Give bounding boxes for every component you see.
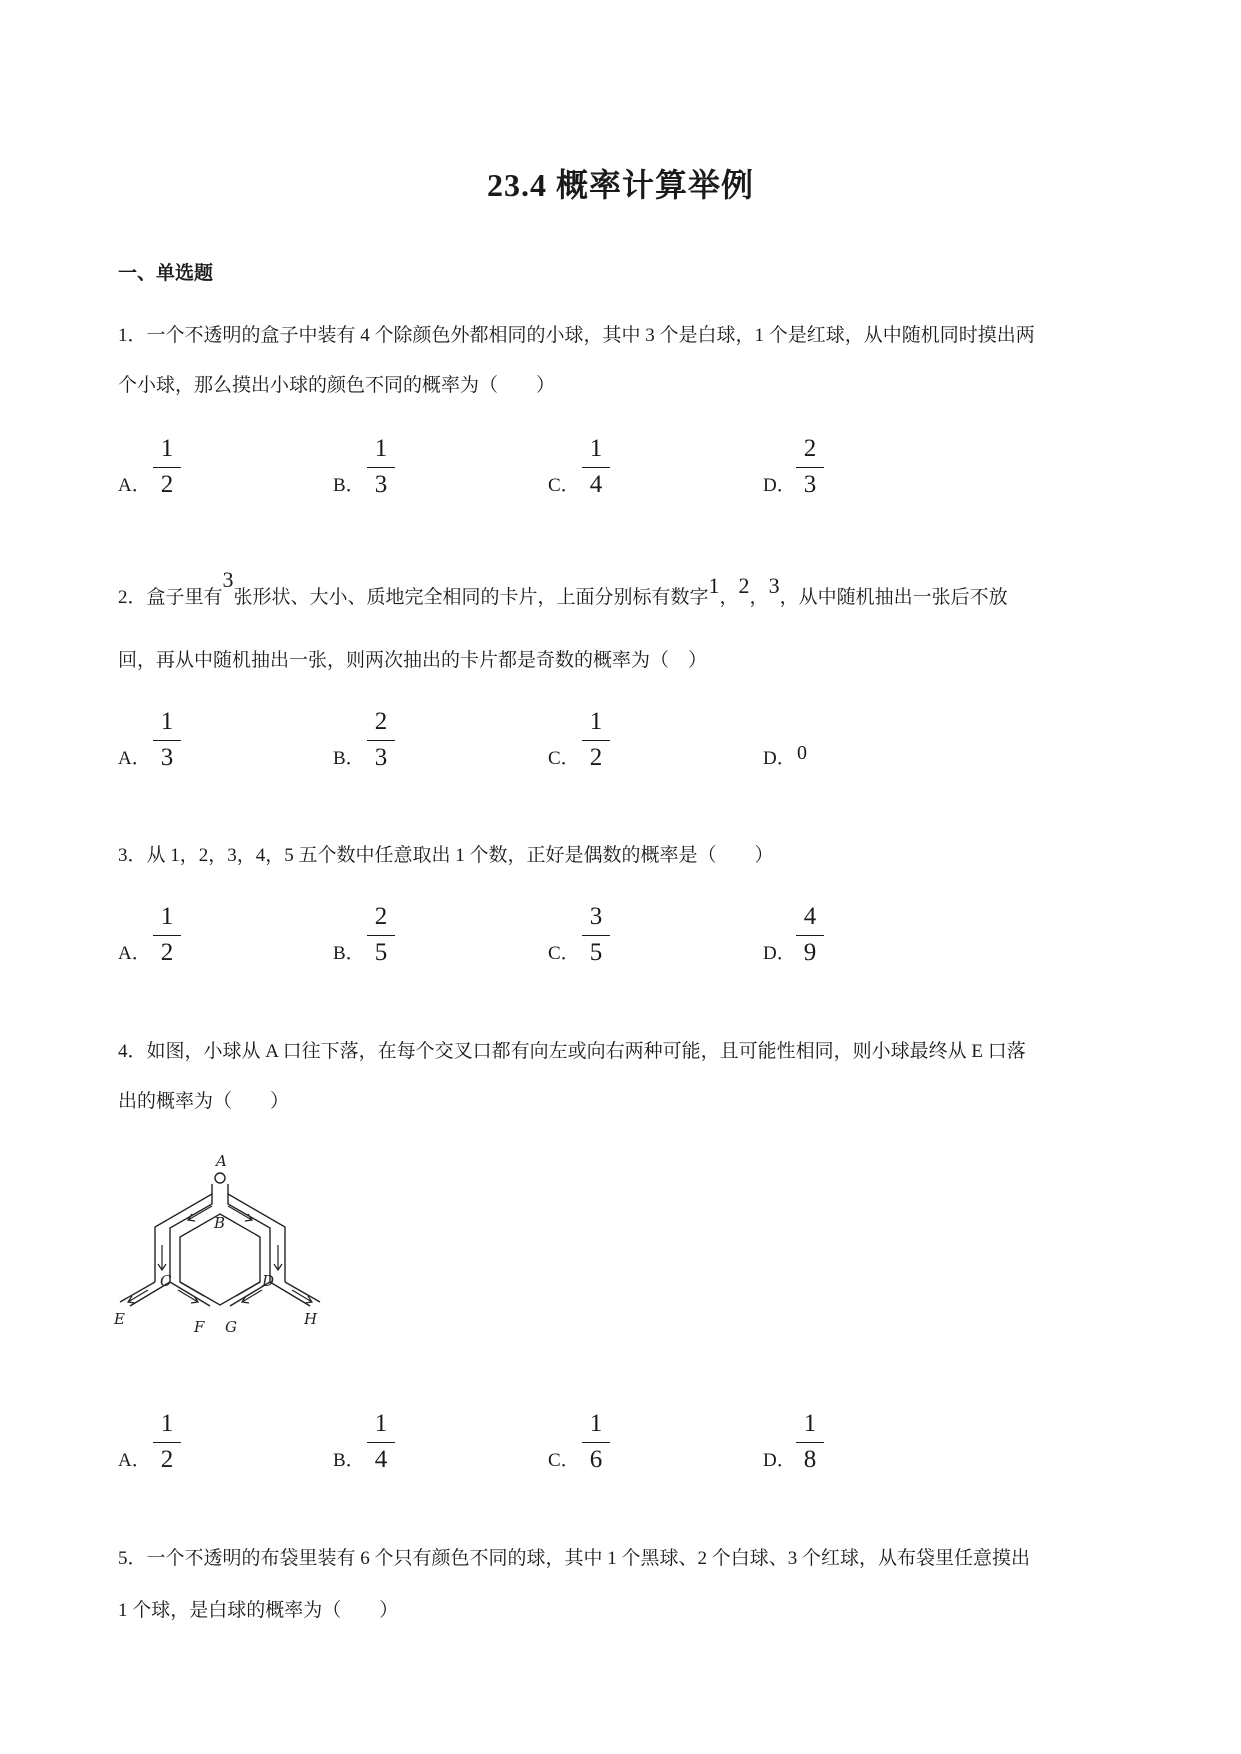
question-3-line-1: 3．从 1，2，3，4，5 五个数中任意取出 1 个数，正好是偶数的概率是（ ） xyxy=(118,845,774,866)
hexagon-channel-figure xyxy=(112,1150,332,1350)
q4-option-a-fraction: 1 2 xyxy=(153,1411,181,1472)
q4-option-b-fraction: 1 4 xyxy=(367,1411,395,1472)
q2-option-b-fraction: 2 3 xyxy=(367,709,395,770)
label-c: C xyxy=(160,1272,172,1290)
label-h: H xyxy=(304,1310,318,1328)
q2-option-c-fraction: 1 2 xyxy=(582,709,610,770)
q4-option-d-fraction: 1 8 xyxy=(796,1411,824,1472)
q3-option-d-fraction: 4 9 xyxy=(796,904,824,965)
q2-option-d-value: 0 xyxy=(797,742,807,764)
q3-option-a-fraction: 1 2 xyxy=(153,904,181,965)
ball-path-diagram xyxy=(112,1150,332,1350)
question-2-line-2: 回，再从中随机抽出一张，则两次抽出的卡片都是奇数的概率为（ ） xyxy=(118,650,708,671)
q4-option-c-fraction: 1 6 xyxy=(582,1411,610,1472)
q1-option-d-fraction: 2 3 xyxy=(796,436,824,497)
section-heading: 一、单选题 xyxy=(118,263,214,284)
label-g: G xyxy=(225,1318,237,1336)
question-4-line-2: 出的概率为（ ） xyxy=(118,1091,290,1112)
label-e: E xyxy=(114,1310,125,1328)
q2-inline-number: 2 xyxy=(738,573,750,598)
q2-inline-number: 3 xyxy=(222,567,234,592)
q1-option-b-fraction: 1 3 xyxy=(367,436,395,497)
q2-inline-number: 1 xyxy=(708,573,720,598)
question-5-line-1: 5．一个不透明的布袋里装有 6 个只有颜色不同的球，其中 1 个黑球、2 个白球、3 个红球，从布袋里任意摸出 xyxy=(118,1548,1031,1569)
question-4-line-1: 4．如图，小球从 A 口往下落，在每个交叉口都有向左或向右两种可能，且可能性相同，则小球最终从 E 口落 xyxy=(118,1041,1026,1062)
q3-option-c-fraction: 3 5 xyxy=(582,904,610,965)
question-5-line-2: 1 个球，是白球的概率为（ ） xyxy=(118,1600,399,1621)
q1-option-a-fraction: 1 2 xyxy=(153,436,181,497)
q3-option-b-fraction: 2 5 xyxy=(367,904,395,965)
q2-option-a-fraction: 1 3 xyxy=(153,709,181,770)
label-d: D xyxy=(262,1272,275,1290)
question-1-line-1: 1．一个不透明的盒子中装有 4 个除颜色外都相同的小球，其中 3 个是白球，1 个是红球，从中随机同时摸出两 xyxy=(118,325,1035,346)
label-f: F xyxy=(194,1318,205,1336)
question-2-line-1: 2．盒子里有3张形状、大小、质地完全相同的卡片，上面分别标有数字1，2，3，从中随机抽出一张后不放 xyxy=(118,567,1008,608)
worksheet-page: 23.4 概率计算举例 一、单选题 1．一个不透明的盒子中装有 4 个除颜色外都相同的小球，其中 3 个是白球，1 个是红球，从中随机同时摸出两 个小球，那么摸出小球的颜色不同的概率为（ ） A． 1 2 B． 1 3 C． 1 4 D． 2 3 2．盒子里有3张形状、大小、质地完全相同的卡片，上面分别标有数字1，2，3，从中随机抽出一张后不放 回，再从中随机抽出一张，则两次抽出的卡片都是奇数的概率为（ ） A． 1 3 B． 2 3 C． 1 2 D． 0 3．从 1，2，3，4，5 五个数中任意取出 1 个数，正好是偶数的概率是（ ） A． 1 2 B． 2 5 C． 3 5 D． 4 9 4．如图，小球从 A 口往下落，在每个交叉口都有向左或向右两种可能，且可能性相同，则小球最终从 E 口落 出的概率为（ ） A B C D E F G H A． 1 2 B． 1 4 C． 1 6 D． 1 8 5．一个不透明的布袋里装有 6 个只有颜色不同的球，其中 1 个黑球、2 个白球、3 个红球，从布袋里任意摸出 1 个球，是白球的概率为（ ） xyxy=(0,0,1241,1754)
page-title: 23.4 概率计算举例 xyxy=(486,167,754,203)
label-b: B xyxy=(214,1214,226,1232)
q1-option-c-fraction: 1 4 xyxy=(582,436,610,497)
q2-inline-number: 3 xyxy=(768,573,780,598)
question-1-line-2: 个小球，那么摸出小球的颜色不同的概率为（ ） xyxy=(118,375,556,396)
label-a: A xyxy=(216,1152,227,1170)
